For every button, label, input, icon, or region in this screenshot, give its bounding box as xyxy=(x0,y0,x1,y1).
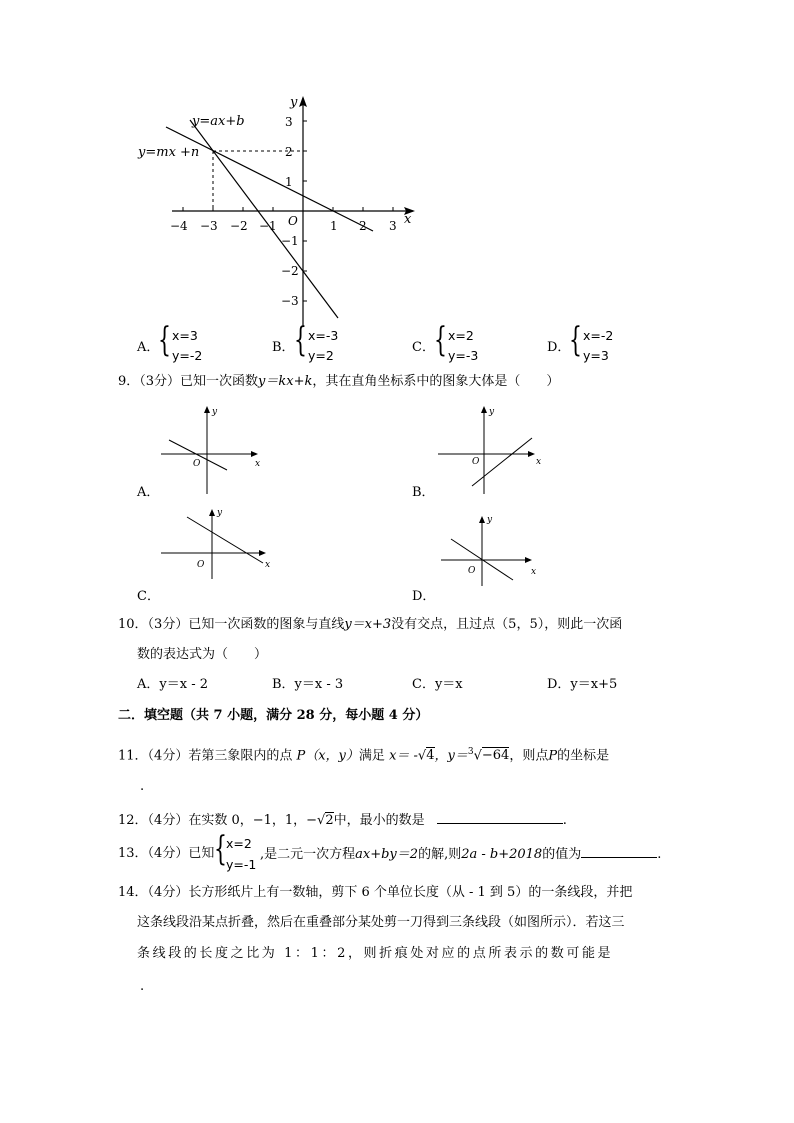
q10-option-b[interactable]: B．y＝x - 3 xyxy=(272,677,344,692)
option-label: C． xyxy=(412,340,435,355)
q11-line2: . xyxy=(140,779,145,794)
q11-p: P xyxy=(548,748,558,764)
q14-line3: 条线段的长度之比为 1：1：2，则折痕处对应的点所表示的数可能是 xyxy=(137,946,614,961)
sys-line: x=-2 xyxy=(583,328,614,343)
q10-option-a[interactable]: A．y＝x - 2 xyxy=(137,677,208,692)
brace-icon: { xyxy=(158,320,171,360)
q12-suffix: 中，最小的数是 xyxy=(333,813,425,828)
q13-end: . xyxy=(657,847,662,862)
origin-label: O xyxy=(472,457,480,467)
q12-text: 12．（4分）在实数 0，−1，1，− xyxy=(118,813,318,828)
q13-suffix: ,是二元一次方程 xyxy=(260,847,356,862)
q10-option-c[interactable]: C．y＝x xyxy=(412,677,463,692)
q9-option-d-label[interactable]: D． xyxy=(412,589,436,604)
q11-prefix: 11．（4分）若第三象限内的点 xyxy=(118,748,293,764)
axis-y-label: y xyxy=(217,508,223,518)
q9-stem xyxy=(118,373,559,391)
q9-graph-d[interactable] xyxy=(435,510,545,588)
axis-x-label: x xyxy=(531,567,537,577)
q11-cbrt-index: 3 xyxy=(467,747,474,757)
sys-line: y=2 xyxy=(308,348,334,363)
q9-formula: y＝kx+k xyxy=(258,374,313,389)
origin-label: O xyxy=(197,560,205,570)
cbrt-icon: √ xyxy=(473,748,482,764)
x-tick-label: 2 xyxy=(359,219,367,233)
sys-line: y=-2 xyxy=(172,348,203,363)
brace-icon: { xyxy=(434,320,447,360)
q10-stem-line2: 数的表达式为（ ） xyxy=(137,647,268,662)
x-axis-label: x xyxy=(404,212,412,227)
axis-y-label: y xyxy=(212,407,218,417)
q14-line2: 这条线段沿某点折叠，然后在重叠部分某处剪一刀得到三条线段（如图所示）．若这三 xyxy=(137,915,625,930)
sys-line: x=2 xyxy=(448,328,474,343)
q9-prefix: 9．（3分）已知一次函数 xyxy=(118,374,259,389)
y-tick-label: 1 xyxy=(285,175,293,189)
q12-answer-blank[interactable] xyxy=(437,811,563,824)
q11-y-eq: ，y＝ xyxy=(434,748,468,764)
q12-stem xyxy=(118,811,567,830)
sys-line: x=-3 xyxy=(308,328,339,343)
axis-y-label: y xyxy=(489,407,495,417)
q9-option-a-label[interactable]: A． xyxy=(137,485,160,500)
q13-stem xyxy=(260,845,661,864)
q10-prefix: 10．（3分）已知一次函数的图象与直线 xyxy=(118,617,345,632)
q10-stem-line1 xyxy=(118,616,622,634)
q9-graph-c[interactable] xyxy=(155,503,275,583)
axis-x-label: x xyxy=(255,459,261,469)
q10-option-d[interactable]: D．y＝x+5 xyxy=(547,677,618,692)
q11-suffix: ，则点 xyxy=(509,748,549,764)
x-tick-label: −1 xyxy=(259,219,277,233)
q10-suffix: 没有交点，且过点（5，5），则此一次函 xyxy=(391,617,623,632)
q11-end: 的坐标是 xyxy=(557,748,610,764)
q12-sqrt-arg: 2 xyxy=(325,813,334,828)
y-tick-label: 2 xyxy=(285,145,293,159)
origin-label: O xyxy=(468,566,476,576)
axis-x-label: x xyxy=(265,560,271,570)
q13-answer-blank[interactable] xyxy=(581,845,657,858)
y-tick-label: −3 xyxy=(281,294,299,308)
q14-line4: . xyxy=(140,979,145,994)
q10-formula: y＝x+3 xyxy=(344,617,392,632)
q13-eq: ax+by＝2 xyxy=(355,847,419,862)
sqrt-icon: √ xyxy=(317,813,326,828)
line2-label: y=mx +n xyxy=(138,145,200,160)
origin-label: O xyxy=(288,214,298,228)
brace-icon: { xyxy=(569,320,582,360)
q13-expr: 2a - b+2018 xyxy=(461,847,543,862)
x-tick-label: −4 xyxy=(170,219,188,233)
q13-sys-line1: x=2 xyxy=(226,836,252,851)
q12-end: . xyxy=(562,813,567,828)
q11-mid: 满足 xyxy=(358,748,385,764)
x-tick-label: 3 xyxy=(389,219,397,233)
option-label: D． xyxy=(547,340,571,355)
q14-line1: 14．（4分）长方形纸片上有一数轴，剪下 6 个单位长度（从 - 1 到 5）的一条线段，并把 xyxy=(118,885,633,900)
q13-sys-line2: y=-1 xyxy=(226,857,257,872)
option-label: A． xyxy=(137,340,160,355)
q13-suffix2: 的解,则 xyxy=(418,847,462,862)
axis-x-label: x xyxy=(536,457,542,467)
line1-label: y=ax+b xyxy=(192,114,245,129)
q9-graph-b[interactable] xyxy=(432,400,547,498)
axis-y-label: y xyxy=(487,515,493,525)
brace-icon: { xyxy=(294,320,307,360)
y-tick-label: −1 xyxy=(281,234,299,248)
q9-option-b-label[interactable]: B． xyxy=(412,485,435,500)
q9-option-c-label[interactable]: C． xyxy=(137,589,160,604)
section-2-heading: 二．填空题（共 7 小题，满分 28 分，每小题 4 分） xyxy=(118,708,429,723)
y-tick-label: 3 xyxy=(285,115,293,129)
sys-line: x=3 xyxy=(172,328,198,343)
brace-icon: { xyxy=(214,829,227,869)
q11-point: P（x，y） xyxy=(296,748,359,764)
sys-line: y=3 xyxy=(583,348,609,363)
y-axis-label: y xyxy=(290,95,298,110)
sqrt-icon: √ xyxy=(417,748,427,764)
y-tick-label: −2 xyxy=(281,264,299,278)
q9-graph-a[interactable] xyxy=(155,400,270,498)
line-mx-n xyxy=(166,127,373,231)
q13-suffix3: 的值为 xyxy=(542,847,582,862)
x-tick-label: −3 xyxy=(200,219,218,233)
option-label: B． xyxy=(272,340,295,355)
x-tick-label: −2 xyxy=(230,219,248,233)
sys-line: y=-3 xyxy=(448,348,479,363)
x-tick-label: 1 xyxy=(330,219,338,233)
q9-suffix: ，其在直角坐标系中的图象大体是（ ） xyxy=(312,374,560,389)
q11-x-eq: x＝ - xyxy=(389,748,418,764)
origin-label: O xyxy=(193,459,201,469)
q8-graph xyxy=(130,90,430,330)
q11-sqrt-arg: 4 xyxy=(426,748,435,764)
q11-cbrt-arg: −64 xyxy=(481,748,510,764)
q11-stem xyxy=(118,743,609,765)
q13-prefix: 13．（4分）已知 xyxy=(118,846,215,861)
